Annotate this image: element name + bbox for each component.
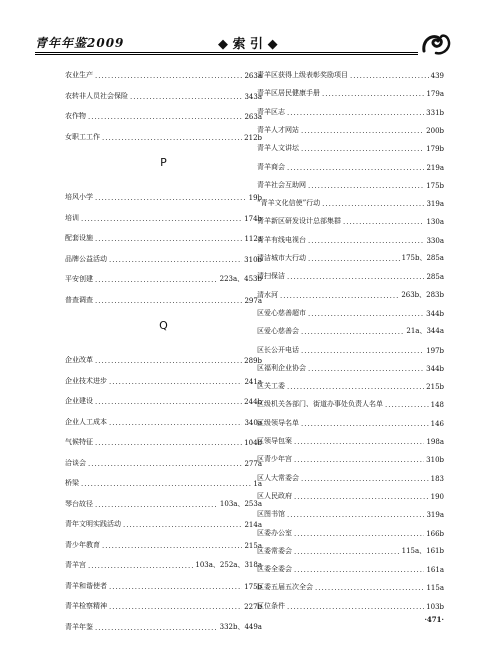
dot-leader [280, 292, 399, 300]
index-entry [65, 188, 262, 202]
dot-leader [109, 583, 242, 591]
dot-leader [294, 493, 429, 501]
page-reference: 227b [244, 603, 262, 611]
index-term: 青羊区居民健康手册 [257, 89, 320, 98]
dot-leader [294, 530, 424, 538]
index-term: 洽谈会 [65, 458, 86, 467]
page-reference: 200b [426, 126, 444, 135]
index-entry [257, 469, 444, 483]
dot-leader [95, 398, 242, 406]
index-entry [257, 341, 444, 355]
index-entry [257, 176, 444, 190]
page-reference: 319a [426, 200, 444, 209]
index-entry [65, 291, 262, 305]
dot-leader [315, 584, 424, 592]
dot-leader [308, 365, 424, 373]
page-reference: 198a [426, 438, 444, 446]
index-term: 青年文明实践活动 [65, 520, 121, 528]
index-entry [65, 209, 262, 223]
index-entry [65, 495, 262, 509]
page-reference: 175b、285a [401, 254, 444, 262]
page-reference: 344b [426, 364, 444, 373]
index-term: 区委办公室 [257, 528, 292, 537]
index-entry [257, 450, 444, 464]
page-reference: 1a [253, 480, 262, 488]
index-entry [65, 556, 262, 570]
page-reference: 214a [244, 521, 262, 529]
page-reference: 104b [244, 439, 262, 447]
dot-leader [301, 475, 429, 483]
page-reference: 115a、161b [401, 546, 444, 555]
index-term: 青羊人才网站 [257, 125, 299, 134]
dot-leader [350, 72, 429, 80]
page-reference: 130a [426, 218, 444, 227]
page-reference: 343a [244, 92, 262, 101]
index-entry [65, 536, 262, 550]
dot-leader [343, 218, 424, 226]
index-entry [257, 359, 444, 373]
page-reference: 297a [244, 296, 262, 305]
index-entry [65, 107, 262, 121]
index-term: 农转非人员社会保险 [65, 91, 128, 100]
page-reference: 183 [430, 474, 444, 483]
index-term: 青羊年鉴 [65, 622, 93, 631]
index-term: 桥梁 [65, 479, 79, 487]
dot-leader [81, 215, 242, 223]
index-term: 青羊商会 [257, 162, 285, 171]
dot-leader [102, 134, 242, 142]
page-reference: 175b [426, 181, 444, 190]
index-term: 琴台故径 [65, 499, 93, 508]
index-entry [257, 432, 444, 446]
index-term: 培训 [65, 213, 79, 222]
index-term: 区委五届五次全会 [257, 583, 313, 592]
index-term: 区级机关各部门、街道办事处负责人名单 [257, 400, 383, 409]
index-term: “青羊文化信使”行动 [257, 199, 321, 208]
page-reference: 330a [426, 236, 444, 245]
dot-leader [287, 164, 424, 172]
page-reference: 215b [426, 383, 444, 392]
index-term: 青羊宫 [65, 561, 86, 569]
index-entry [65, 597, 262, 611]
page-reference: 263b、283b [401, 290, 444, 299]
page-reference: 115a [426, 584, 444, 593]
index-term: 平安创建 [65, 275, 93, 283]
page-reference: 241a [244, 377, 262, 386]
index-term: 区委常委会 [257, 546, 292, 555]
dot-leader [95, 194, 247, 202]
index-term: 青羊和谐使者 [65, 581, 107, 590]
page-reference: 103a、252a、318a [195, 561, 262, 569]
index-term: 区位条件 [257, 601, 285, 610]
page-reference: 166b [426, 529, 444, 538]
dot-leader [102, 542, 242, 550]
index-term: 农作物 [65, 112, 86, 120]
index-term: 企业技术进步 [65, 376, 107, 385]
dot-leader [95, 276, 218, 284]
index-term: 品牌公益活动 [65, 254, 107, 263]
index-term: 企业改革 [65, 356, 93, 364]
page-reference: 263a [244, 113, 262, 121]
letter-heading: P [160, 156, 167, 169]
index-term: 农业生产 [65, 71, 93, 79]
dot-leader [301, 127, 424, 135]
page-reference: 319a [426, 511, 444, 520]
index-entry [257, 414, 444, 428]
index-entry [257, 542, 444, 556]
dot-leader [301, 145, 424, 153]
index-term: 青羊区获得上级表彰奖励项目 [257, 71, 348, 79]
index-term: 区人民政府 [257, 491, 292, 500]
page-reference: 219a [426, 163, 444, 172]
dot-leader [294, 456, 424, 464]
dot-leader [95, 235, 242, 243]
page-reference: 439 [430, 72, 444, 80]
index-term: 区人大常委会 [257, 473, 299, 482]
index-entry [65, 372, 262, 386]
index-entry [65, 577, 262, 591]
index-entry [257, 578, 444, 592]
index-entry [257, 395, 444, 409]
index-term: 企业人工成本 [65, 417, 107, 426]
page-reference: 310b [244, 255, 262, 264]
index-entry [65, 87, 262, 101]
running-title: 青年年鉴2009 [35, 36, 125, 50]
page-reference: 19b [248, 194, 262, 202]
index-entry [257, 249, 444, 263]
section-title: ◆ 索 引 ◆ [218, 37, 278, 52]
page-reference: 148 [430, 401, 444, 410]
index-entry [65, 229, 262, 243]
index-entry [65, 270, 262, 284]
dot-leader [109, 378, 242, 386]
page-reference: 289b [244, 357, 262, 365]
index-entry [65, 392, 262, 406]
index-entry [65, 515, 262, 529]
index-term: 青羊检察精神 [65, 602, 107, 610]
dot-leader [287, 109, 424, 117]
dot-leader [95, 624, 218, 632]
index-entry [257, 560, 444, 574]
index-term: 青少年教育 [65, 540, 100, 549]
index-term: 配套设施 [65, 234, 93, 242]
dot-leader [322, 200, 424, 208]
dot-leader [130, 93, 242, 101]
index-term: 青羊社会互助网 [257, 180, 306, 189]
index-entry [65, 66, 262, 80]
index-entry [257, 267, 444, 281]
dot-leader [123, 521, 242, 529]
page-reference: 197b [426, 346, 444, 355]
index-term: 区关工委 [257, 382, 285, 391]
index-term: 清洁城市大行动 [257, 254, 306, 262]
index-entry [65, 351, 262, 365]
dot-leader [308, 182, 424, 190]
dot-leader [81, 480, 251, 488]
index-entry [65, 474, 262, 488]
index-term: 企业建设 [65, 397, 93, 405]
index-term: 区长公开电话 [257, 345, 299, 354]
dot-leader [95, 439, 242, 447]
index-entry [65, 250, 262, 264]
dot-leader [88, 562, 193, 570]
dot-leader [109, 603, 242, 611]
index-entry [65, 413, 262, 427]
dot-leader [88, 460, 242, 468]
index-term: 青羊有线电视台 [257, 235, 306, 244]
index-entry [257, 212, 444, 226]
index-entry [257, 524, 444, 538]
page-reference: 215a [244, 541, 262, 550]
index-term: 气候特征 [65, 438, 93, 446]
index-term: 普查调查 [65, 295, 93, 304]
index-term: 清水河 [257, 290, 278, 299]
index-entry [257, 121, 444, 135]
dot-leader [95, 501, 218, 509]
dot-leader [301, 328, 404, 336]
index-entry [257, 286, 444, 300]
dot-leader [95, 72, 242, 80]
dot-leader [385, 401, 429, 409]
index-term: 女职工工作 [65, 132, 100, 141]
page-reference: 285a [426, 273, 444, 282]
index-entry [257, 84, 444, 98]
header-rule [35, 52, 418, 55]
page-reference: 179b [426, 145, 444, 154]
index-entry [65, 454, 262, 468]
page-reference: 103b [426, 602, 444, 611]
index-entry [65, 128, 262, 142]
page-reference: 21a、344a [406, 327, 444, 336]
page-reference: 112a [244, 235, 262, 243]
dot-leader [308, 237, 424, 245]
index-term: 青羊新区研发设计总部集群 [257, 217, 341, 226]
dot-leader [287, 603, 424, 611]
index-term: 培风小学 [65, 193, 93, 201]
index-term: 区领导包案 [257, 437, 292, 445]
dot-leader [308, 255, 400, 263]
index-term: 区福利企业协会 [257, 363, 306, 372]
index-term: 区爱心慈善会 [257, 327, 299, 336]
index-term: 青羊人文讲坛 [257, 144, 299, 153]
page-reference: 179a [426, 90, 444, 99]
index-entry [257, 377, 444, 391]
dot-leader [95, 297, 242, 305]
dot-leader [109, 419, 242, 427]
swirl-logo-icon [420, 29, 454, 57]
index-entry [257, 505, 444, 519]
dot-leader [308, 310, 424, 318]
page-reference: 340a [244, 418, 262, 427]
index-term: 区图书馆 [257, 510, 285, 519]
page-reference: 331b [426, 108, 444, 117]
page-reference: 190 [430, 492, 444, 501]
index-entry [65, 433, 262, 447]
index-entry [257, 322, 444, 336]
page-number: ·471· [424, 615, 444, 624]
index-entry [257, 103, 444, 117]
page-reference: 223a、453b [219, 275, 262, 283]
index-entry [257, 231, 444, 245]
page-reference: 263a [244, 72, 262, 80]
page-reference: 244b [244, 398, 262, 406]
page-reference: 161a [426, 566, 444, 575]
dot-leader [294, 548, 400, 556]
dot-leader [287, 511, 424, 519]
index-entry [257, 597, 444, 611]
dot-leader [287, 383, 424, 391]
dot-leader [301, 347, 424, 355]
dot-leader [294, 566, 424, 574]
page-reference: 174b [244, 214, 262, 223]
index-term: 青羊区志 [257, 107, 285, 116]
letter-heading: Q [159, 319, 168, 332]
index-term: 区级领导名单 [257, 418, 299, 427]
index-entry [65, 618, 262, 632]
dot-leader [301, 420, 429, 428]
dot-leader [88, 113, 242, 121]
index-entry [257, 158, 444, 172]
index-entry [257, 66, 444, 80]
index-entry [257, 194, 444, 208]
dot-leader [287, 273, 424, 281]
index-entry [257, 304, 444, 318]
page-reference: 310b [426, 456, 444, 465]
dot-leader [95, 357, 242, 365]
page-reference: 103a、253a [219, 499, 262, 508]
dot-leader [322, 90, 424, 98]
page-reference: 212b [244, 133, 262, 142]
page-reference: 175b [244, 582, 262, 591]
page-reference: 146 [430, 419, 444, 428]
index-term: 区爱心慈善超市 [257, 308, 306, 317]
page-header [0, 0, 480, 60]
index-entry [257, 139, 444, 153]
index-term: 区委全委会 [257, 565, 292, 574]
index-entry [257, 487, 444, 501]
index-term: 区青少年宫 [257, 455, 292, 464]
page-reference: 277a [244, 459, 262, 468]
dot-leader [109, 256, 242, 264]
page-reference: 344b [426, 309, 444, 318]
page-reference: 332b、449a [219, 622, 262, 631]
dot-leader [294, 438, 424, 446]
index-term: 清扫保洁 [257, 272, 285, 281]
